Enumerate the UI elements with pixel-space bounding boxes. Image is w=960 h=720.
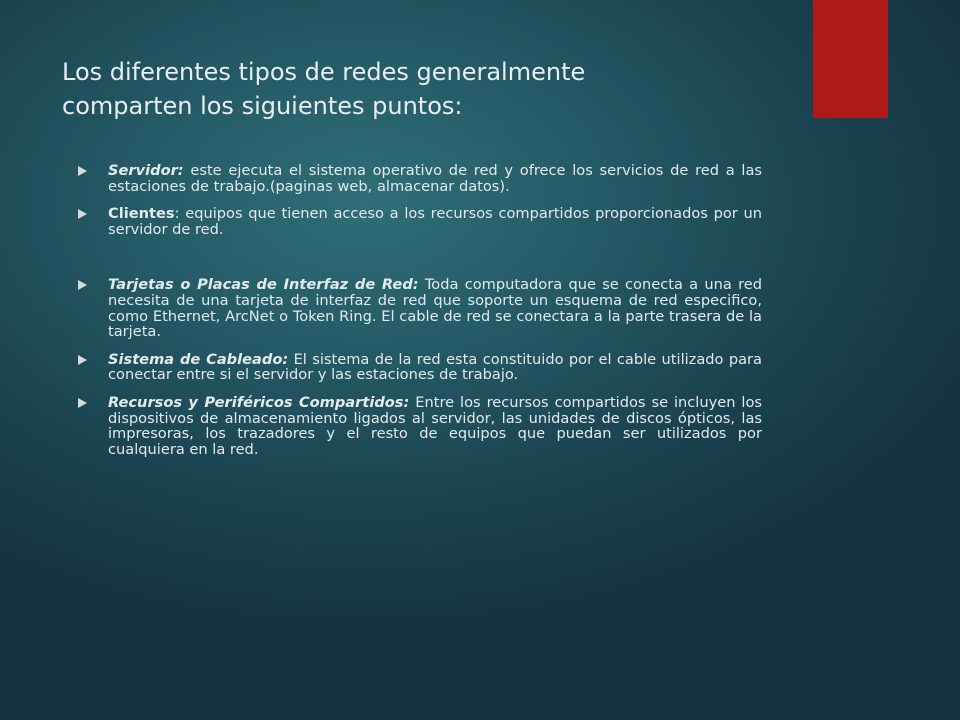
- bullet-item-clientes: [78, 206, 762, 237]
- bullet-item-tarjetas: [78, 277, 762, 339]
- bullet-item-servidor: [78, 163, 762, 194]
- bullet-text: El sistema de la red esta constituido por el cable utilizado para conectar entre si el servidor y las estaciones de trabajo.: [108, 350, 763, 384]
- bullet-text: : equipos que tienen acceso a los recursos compartidos proporcionados por un servidor de red.: [108, 205, 762, 238]
- accent-bar: [813, 0, 888, 118]
- bullet-text: Toda computadora que se conecta a una red necesita de una tarjeta de interfaz de red que soporte un esquema de red especifico, como Ethernet, ArcNet o Token Ring. El cable de red se conectara a la parte trasera de la tarjeta.: [108, 276, 762, 341]
- bullet-list: [78, 163, 762, 457]
- right-triangle-arrow-icon: [78, 355, 87, 365]
- slide-title: [62, 55, 782, 123]
- bullet-item-recursos: [78, 395, 762, 457]
- bullet-item-cableado: [78, 352, 762, 383]
- bullet-term: Sistema de Cableado:: [108, 350, 289, 368]
- bullet-text: este ejecuta el sistema operativo de red y ofrece los servicios de red a las estaciones de trabajo.(paginas web, almacenar datos).: [108, 162, 762, 195]
- right-triangle-arrow-icon: [78, 209, 87, 219]
- bullet-term: Clientes: [108, 205, 175, 223]
- bullet-term: Recursos y Periféricos Compartidos:: [108, 393, 410, 411]
- slide-title-line: comparten los siguientes puntos:: [62, 92, 463, 120]
- right-triangle-arrow-icon: [78, 280, 87, 290]
- bullet-text: Entre los recursos compartidos se incluyen los dispositivos de almacenamiento ligados al servidor, las unidades de discos ópticos, las impresoras, los trazadores y el resto de equipos que puedan ser utilizados por cualquiera en la red.: [108, 393, 763, 458]
- bullet-term: Tarjetas o Placas de Interfaz de Red:: [108, 276, 419, 294]
- right-triangle-arrow-icon: [78, 166, 87, 176]
- bullet-term: Servidor:: [108, 162, 184, 179]
- slide-title-line: Los diferentes tipos de redes generalmente: [62, 58, 586, 86]
- right-triangle-arrow-icon: [78, 398, 87, 408]
